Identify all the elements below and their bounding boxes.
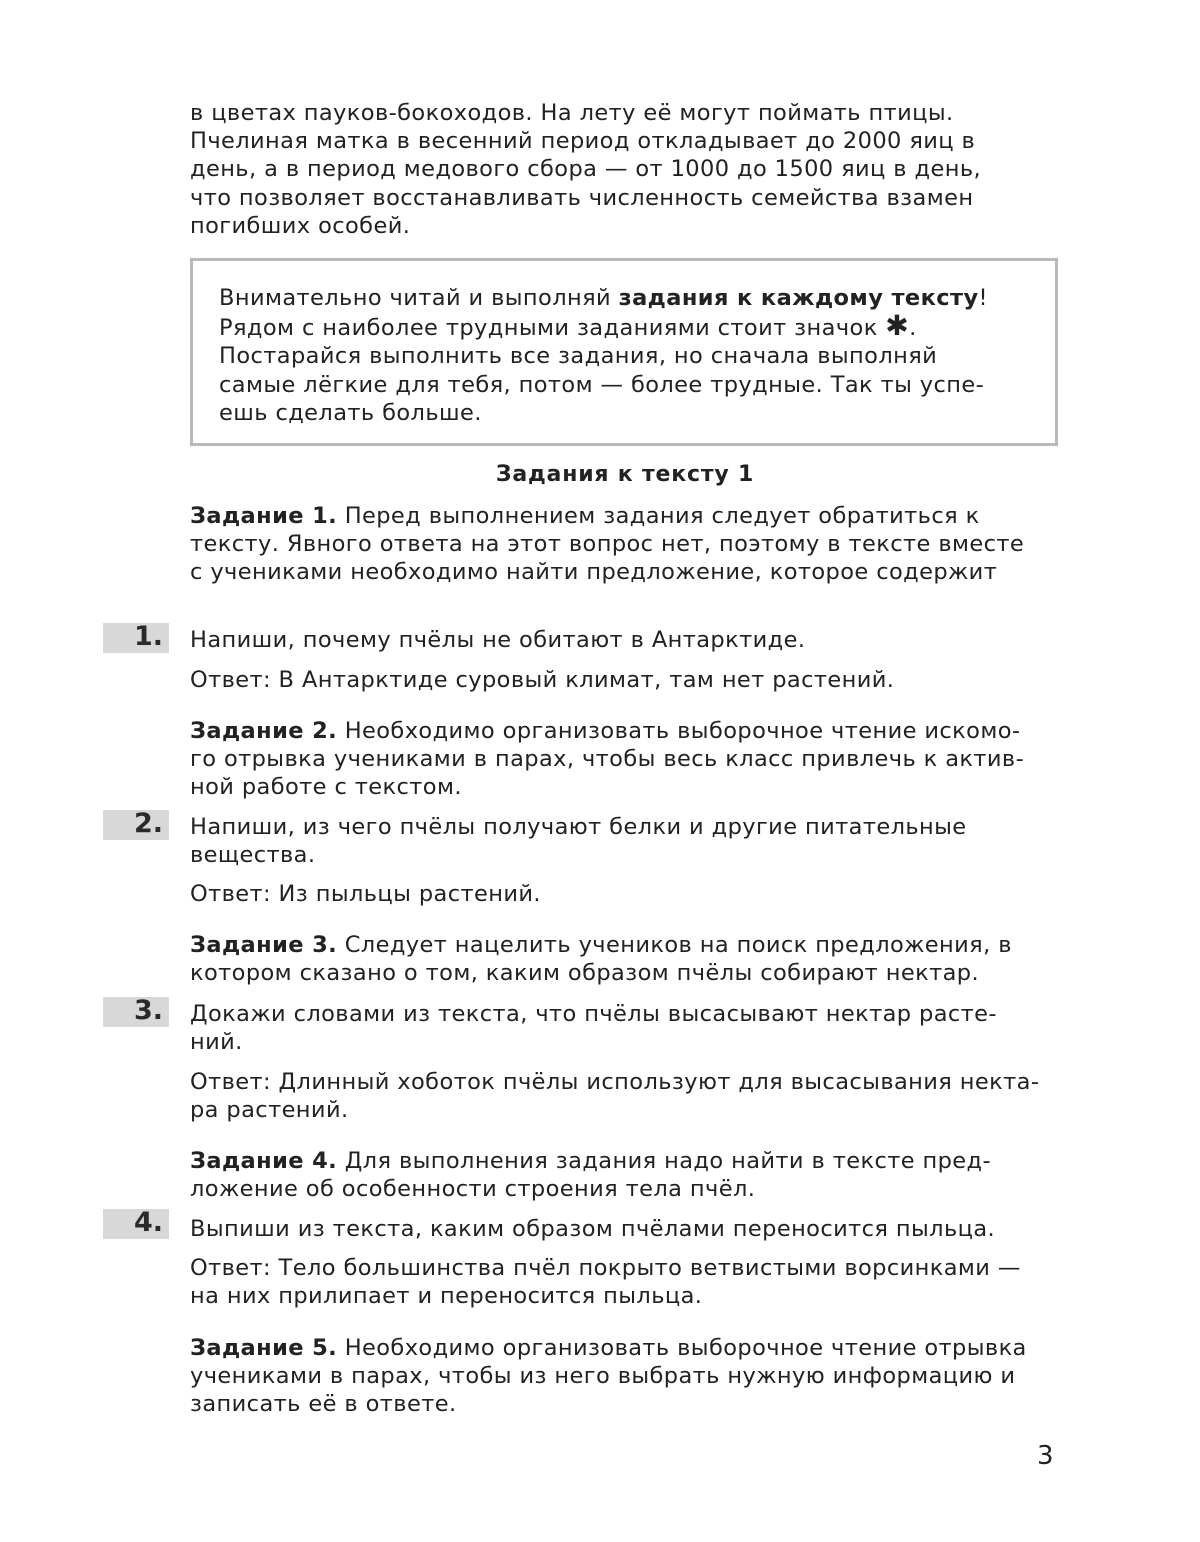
task-label: Задание 3. xyxy=(190,932,338,958)
task-line: с учениками необходимо найти предложение, которое содержит xyxy=(190,559,998,586)
task-description xyxy=(190,1147,1060,1203)
question-number-tab xyxy=(103,623,169,653)
task-label: Задание 4. xyxy=(190,1148,338,1174)
task-label: Задание 5. xyxy=(190,1335,338,1361)
task-text xyxy=(190,931,1060,987)
question-number-tab xyxy=(103,810,169,840)
task-line: Перед выполнением задания следует обратиться к xyxy=(337,503,980,529)
task-line: записать её в ответе. xyxy=(190,1391,457,1418)
answer-line: Ответ: В Антарктиде суровый климат, там нет растений. xyxy=(190,667,895,693)
intro-paragraph xyxy=(190,99,1060,240)
question-number: 3. xyxy=(133,995,163,1026)
intro-line: Пчелиная матка в весенний период откладывает до 2000 яиц в xyxy=(190,128,976,155)
answer xyxy=(190,880,1060,908)
task-text xyxy=(190,502,1060,587)
intro-line: в цветах пауков-бокоходов. На лету её могут поймать птицы. xyxy=(190,100,954,126)
task-line: го отрывка учениками в парах, чтобы весь класс привлечь к актив- xyxy=(190,746,1025,773)
intro-line: что позволяет восстанавливать численность семейства взамен xyxy=(190,184,974,211)
task-line: ложение об особенности строения тела пчёл. xyxy=(190,1176,756,1203)
instruction-line: самые лёгкие для тебя, потом — более трудные. Так ты успе- xyxy=(219,371,985,398)
task-text xyxy=(190,1147,1060,1203)
instruction-punct: ! xyxy=(978,285,988,311)
task-line: Необходимо организовать выборочное чтение искомо- xyxy=(337,718,1021,744)
task-line: ной работе с текстом. xyxy=(190,774,462,801)
question-text xyxy=(190,1215,1060,1243)
question-number: 2. xyxy=(133,808,163,839)
task-line: Необходимо организовать выборочное чтение отрывка xyxy=(337,1335,1027,1361)
answer-text xyxy=(190,1254,1060,1310)
task-description xyxy=(190,502,1060,587)
task-line: Следует нацелить учеников на поиск предложения, в xyxy=(337,932,1012,958)
task-text xyxy=(190,717,1060,802)
task-label: Задание 2. xyxy=(190,718,338,744)
question-line: Выпиши из текста, каким образом пчёлами переносится пыльца. xyxy=(190,1216,996,1242)
question-line: Докажи словами из текста, что пчёлы высасывают нектар расте- xyxy=(190,1001,997,1027)
answer-line: Ответ: Длинный хоботок пчёлы используют для высасывания некта- xyxy=(190,1069,1040,1095)
question-number-tab xyxy=(103,1209,169,1239)
page-number: 3 xyxy=(1037,1441,1054,1471)
instruction-punct: . xyxy=(909,315,917,342)
question xyxy=(190,626,1060,654)
question-line: вещества. xyxy=(190,842,316,869)
task-line: учениками в парах, чтобы из него выбрать нужную информацию и xyxy=(190,1363,1016,1390)
question xyxy=(190,1215,1060,1243)
task-description xyxy=(190,931,1060,987)
answer xyxy=(190,1254,1060,1310)
question xyxy=(190,813,1060,869)
task-label: Задание 1. xyxy=(190,503,338,529)
question-number: 1. xyxy=(133,621,163,652)
question-line: ний. xyxy=(190,1029,243,1056)
task-description xyxy=(190,717,1060,802)
instruction-line: Постарайся выполнить все задания, но сначала выполняй xyxy=(219,343,938,370)
answer-line: Ответ: Из пыльцы растений. xyxy=(190,881,541,907)
intro-line: день, а в период медового сбора — от 1000 до 1500 яиц в день, xyxy=(190,156,982,183)
question xyxy=(190,1000,1060,1056)
instruction-line: Рядом с наиболее трудными заданиями стоит значок xyxy=(219,315,878,342)
question-text xyxy=(190,813,1060,869)
question-text xyxy=(190,1000,1060,1056)
question-line: Напиши, из чего пчёлы получают белки и другие питательные xyxy=(190,814,967,840)
difficulty-star-icon: ✱ xyxy=(885,309,910,343)
task-line: котором сказано о том, каким образом пчёлы собирают нектар. xyxy=(190,960,980,987)
task-text xyxy=(190,1334,1060,1419)
section-title: Задания к тексту 1 xyxy=(495,462,755,487)
instruction-emphasis: задания к каждому тексту xyxy=(618,285,979,311)
answer-line: ра растений. xyxy=(190,1097,349,1124)
instruction-line: ешь сделать больше. xyxy=(219,399,482,426)
instruction-box xyxy=(190,258,1058,446)
instruction-line: Внимательно читай и выполняй xyxy=(219,285,619,311)
question-number: 4. xyxy=(133,1207,163,1238)
answer xyxy=(190,666,1060,694)
question-text xyxy=(190,626,1060,654)
answer-text xyxy=(190,666,1060,694)
intro-line: погибших особей. xyxy=(190,212,411,239)
task-line: тексту. Явного ответа на этот вопрос нет, поэтому в тексте вместе xyxy=(190,531,1025,558)
answer xyxy=(190,1068,1060,1124)
question-line: Напиши, почему пчёлы не обитают в Антарктиде. xyxy=(190,627,806,653)
task-line: Для выполнения задания надо найти в тексте пред- xyxy=(337,1148,992,1174)
answer-line: на них прилипает и переносится пыльца. xyxy=(190,1283,703,1310)
intro-text xyxy=(190,99,1060,240)
answer-line: Ответ: Тело большинства пчёл покрыто ветвистыми ворсинками — xyxy=(190,1255,1021,1281)
instruction-text xyxy=(219,284,1034,427)
question-number-tab xyxy=(103,997,169,1027)
answer-text xyxy=(190,1068,1060,1124)
task-description xyxy=(190,1334,1060,1419)
answer-text xyxy=(190,880,1060,908)
